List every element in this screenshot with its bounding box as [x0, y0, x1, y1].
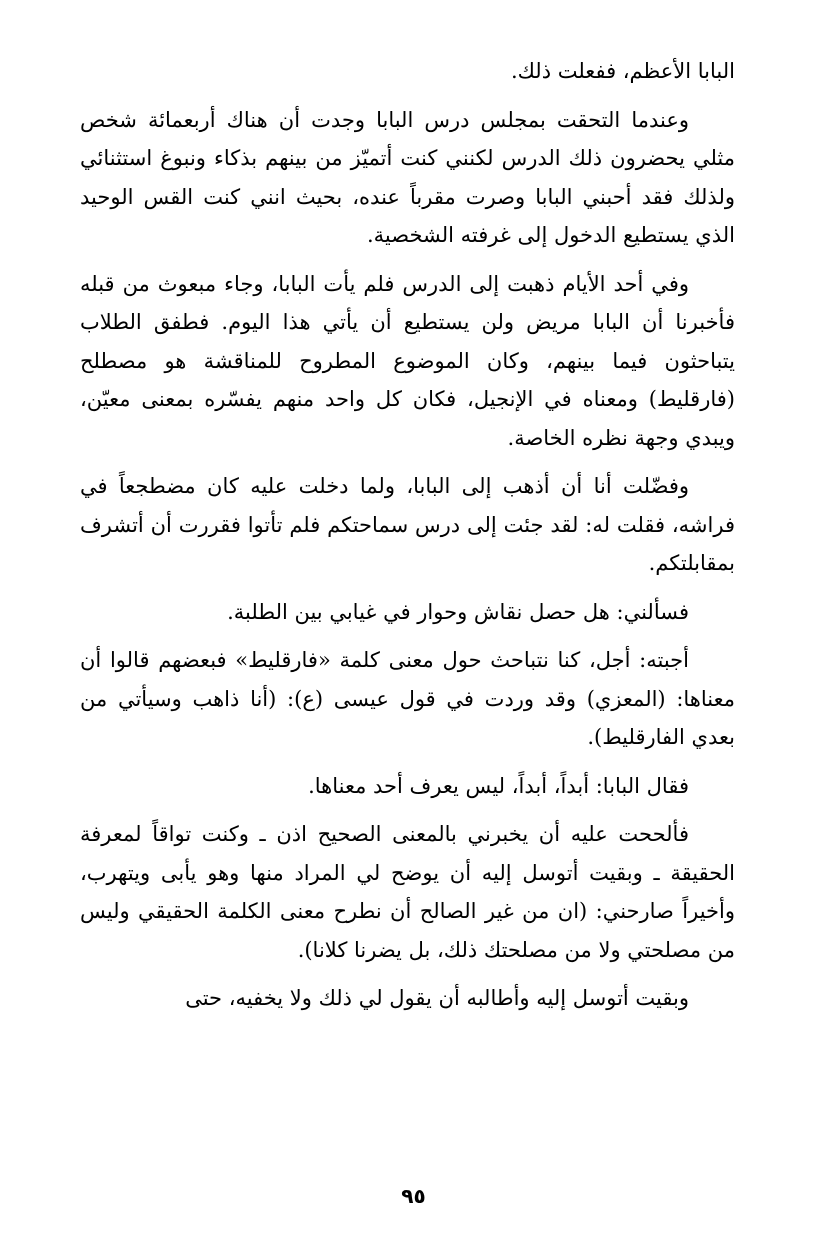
paragraph-7: فقال البابا: أبداً، أبداً، ليس يعرف أحد معناها.	[308, 773, 689, 798]
paragraph-9: وبقيت أتوسل إليه وأطالبه أن يقول لي ذلك ولا يخفيه، حتى	[185, 986, 689, 1010]
paragraph-1: البابا الأعظم، ففعلت ذلك.	[510, 59, 735, 83]
paragraph-4: وفضّلت أنا أن أذهب إلى البابا، ولما دخلت عليه كان مضطجعاً في فراشه، فقلت له: لقد جئت إلى درس سماحتكم فلم تأتوا فقررت أن أتشرف بمقابلتكم.	[80, 474, 735, 575]
paragraph-3: وفي أحد الأيام ذهبت إلى الدرس فلم يأت البابا، وجاء مبعوث من قبله فأخبرنا أن البابا مريض ولن يستطيع أن يأتي هذا اليوم. فطفق الطلاب يتباحثون فيما بينهم، وكان الموضوع المطروح للمناقشة هو مصطلح (فارقليط) ومعناه في الإنجيل، فكان كل واحد منهم يفسّره بمعنى معيّن، ويبدي وجهة نظره الخاصة.	[80, 271, 735, 450]
paragraph-8: فألححت عليه أن يخبرني بالمعنى الصحيح اذن ـ وكنت تواقاً لمعرفة الحقيقة ـ وبقيت أتوسل إليه أن يوضح لي المراد منها وهو يأبى ويتهرب، وأخيراً صارحني: (ان من غير الصالح أن نطرح معنى الكلمة الحقيقي وليس من مصلحتي ولا من مصلحتك ذلك، بل يضرنا كلانا).	[80, 822, 735, 962]
paragraph-5: فسألني: هل حصل نقاش وحوار في غيابي بين الطلبة.	[227, 599, 689, 624]
paragraph-2: وعندما التحقت بمجلس درس البابا وجدت أن هناك أربعمائة شخص مثلي يحضرون ذلك الدرس لكنني كنت أتميّز من بينهم بذكاء ونبوغ استثنائي ولذلك فقد أحبني البابا وصرت مقرباً عنده، بحيث انني كنت القس الوحيد الذي يستطيع الدخول إلى غرفته الشخصية.	[80, 107, 735, 247]
paragraph-6: أجبته: أجل، كنا نتباحث حول معنى كلمة «فارقليط» فبعضهم قالوا أن معناها: (المعزي) وقد وردت في قول عيسى (ع): (أنا ذاهب وسيأتي من بعدي الفارقليط).	[80, 648, 735, 749]
page-number: ٩٥	[401, 1184, 426, 1208]
